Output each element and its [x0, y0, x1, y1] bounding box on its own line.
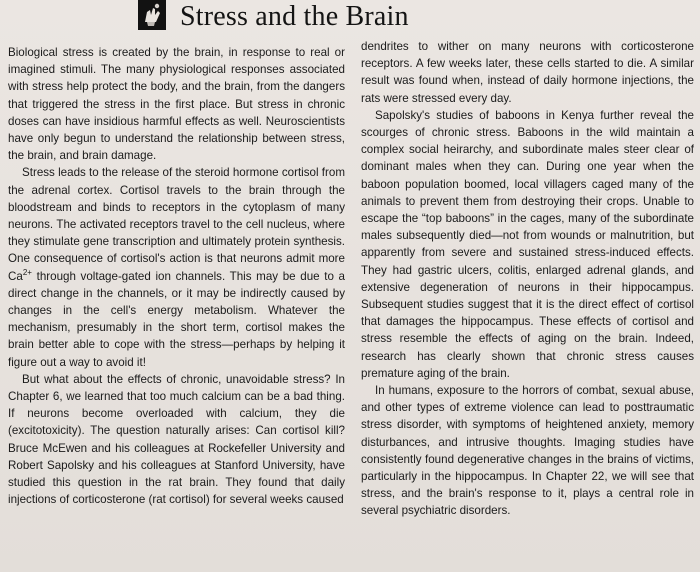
paragraph-cortisol	[8, 164, 345, 370]
paragraph-baboons: Sapolsky's studies of baboons in Kenya further reveal the scourges of chronic stress. Baboons in the wild maintain a complex social heirarchy, and subordinate males steer clear of dominant males when they can. During one year when the baboon population boomed, local villagers caged many of the animals to prevent them from destroying their crops. Unable to escape the “top baboons” in the cages, many of the subordinate males subsequently died—not from wounds or malnutrition, but apparently from severe and sustained stress-induced effects. They had gastric ulcers, colitis, enlarged adrenal glands, and extensive degeneration of neurons in their hippocampus. Subsequent studies suggest that it is the direct effect of cortisol that damages the hippocampus. These effects of cortisol and stress resemble the effects of aging on the brain. Indeed, research has clearly shown that chronic stress causes premature aging of the brain.	[361, 108, 694, 380]
paragraph-cortisol-text-a: Stress leads to the release of the steroid hormone cortisol from the adrenal cortex. Cortisol travels to the brain through the bloodstream and binds to receptors in the cytoplasm of many neurons. The activated receptors travel to the cell nucleus, where they stimulate gene transcription and ultimately protein synthesis. One consequence of cortisol's action is that neurons admit more Ca	[8, 166, 345, 283]
calcium-charge: 2+	[22, 267, 32, 277]
paragraph-chronic-stress: But what about the effects of chronic, unavoidable stress? In Chapter 6, we learned that too much calcium can be a bad thing. If neurons become overloaded with calcium, they die (excitotoxicity). The question naturally arises: Can cortisol kill? Bruce McEwen and his colleagues at Rockefeller University and Robert Sapolsky and his colleagues at Stanford University, have studied this question in the rat brain. They found that daily injections of corticosterone (rat cortisol) for several weeks caused	[8, 372, 345, 507]
paragraph-cortisol-text-b: through voltage-gated ion channels. This may be due to a direct change in the channels, or it may be indirectly caused by changes in the cell's energy metabolism. Whatever the mechanism, presumably in the short term, cortisol makes the brain better able to cope with the stress—perhaps by helping it figure out a way to avoid it!	[8, 269, 345, 369]
paragraph-dendrites: dendrites to wither on many neurons with corticosterone receptors. A few weeks later, these cells started to die. A similar result was found when, instead of daily hormone injections, the rats were stressed every day.	[361, 40, 694, 105]
paragraph-intro: Biological stress is created by the brain, in response to real or imagined stimuli. The many physiological responses associated with stress help protect the body, and the brain, from the dangers that triggered the stress in the first place. But stress in chronic doses can have insidious harmful effects as well. Neuroscientists have only begun to understand the relationship between stress, the brain, and brain damage.	[8, 46, 345, 163]
section-title: Stress and the Brain	[180, 1, 409, 32]
left-column	[8, 44, 345, 508]
right-column	[361, 38, 694, 520]
paragraph-humans: In humans, exposure to the horrors of combat, sexual abuse, and other types of extreme violence can lead to posttraumatic stress disorder, with symptoms of heightened anxiety, memory disturbances, and intrusive thoughts. Imaging studies have consistently found degenerative changes in the brains of victims, particularly in the hippocampus. In Chapter 22, we will see that stress, and the brain's response to it, plays a central role in several psychiatric disorders.	[361, 384, 694, 518]
section-marker-icon	[138, 0, 166, 30]
brain-hand-icon	[138, 0, 166, 30]
